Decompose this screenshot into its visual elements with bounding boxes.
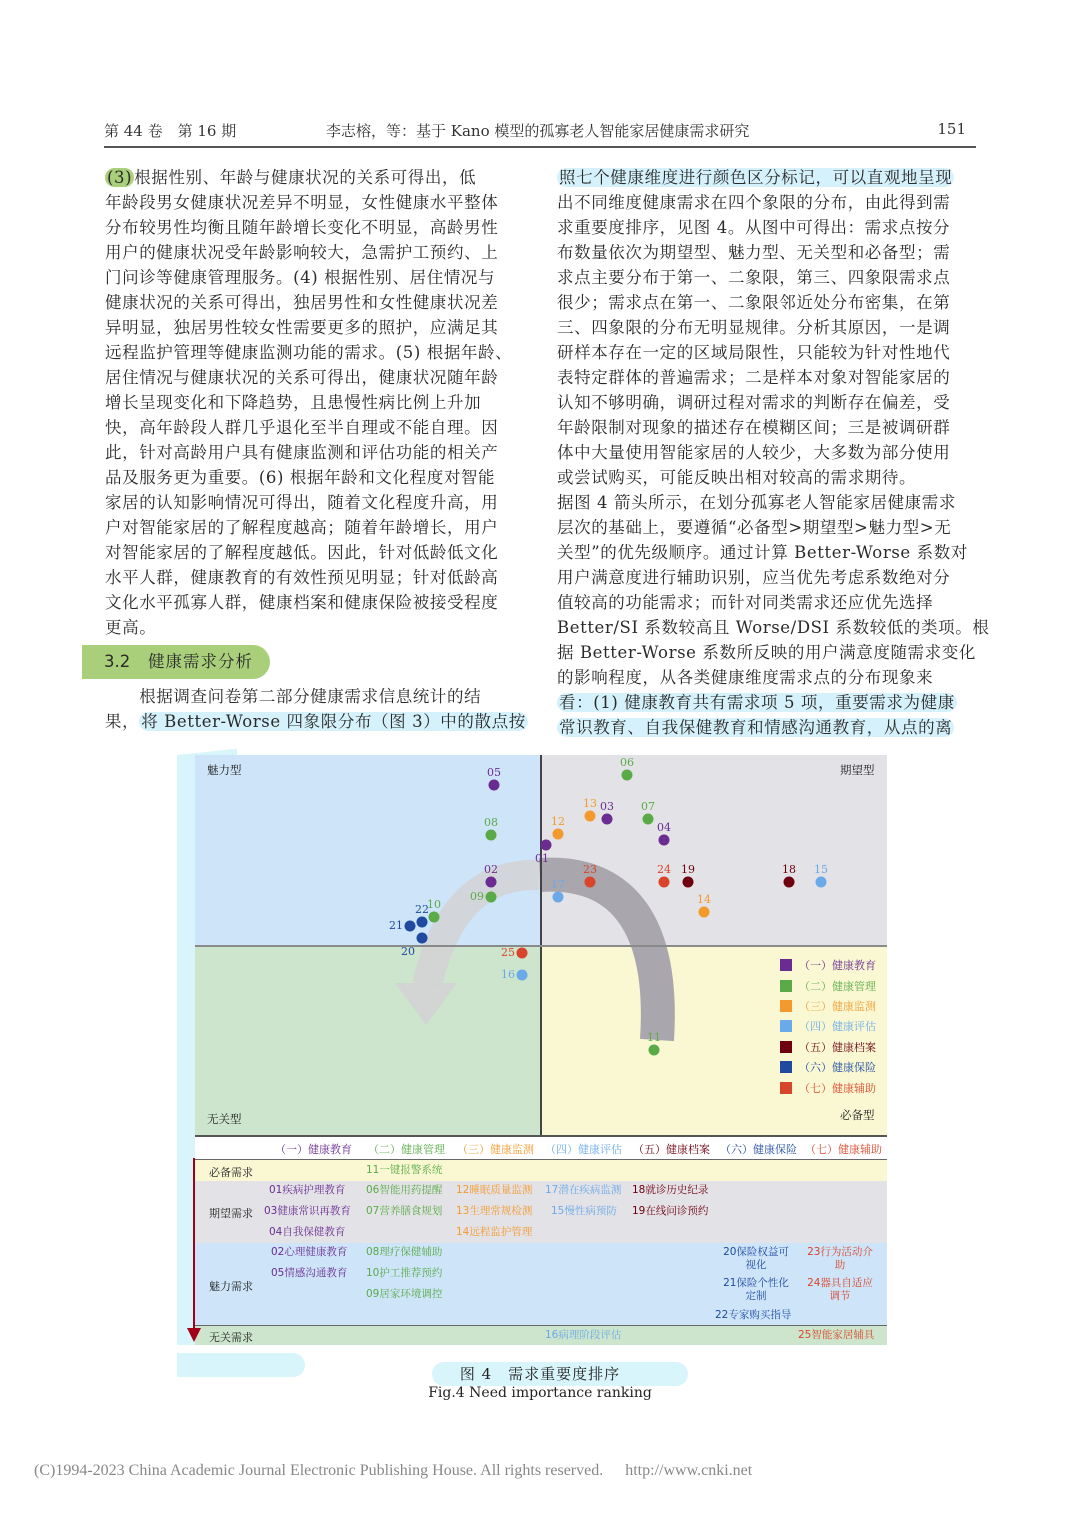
text-line: 水平人群，健康教育的有效性预见明显；针对低龄高 <box>105 568 499 587</box>
text-line: 表特定群体的普遍需求；二是样本对象对智能家居的 <box>557 368 951 387</box>
text-line: 用户的健康状况受年龄影响较大，急需护工预约、上 <box>105 243 499 262</box>
table-cell: 21保险个性化定制 <box>723 1277 789 1302</box>
text-line: 品及服务更为重要。(6) 根据年龄和文化程度对智能 <box>105 468 496 487</box>
text-line: 对智能家居的了解程度越低。因此，针对低龄低文化 <box>105 543 499 562</box>
table-row <box>195 1243 887 1326</box>
data-point-label: 13 <box>583 797 597 810</box>
data-point-label: 11 <box>647 1031 661 1044</box>
text-line: 更高。 <box>105 618 157 637</box>
text-line: 体中大量使用智能家居的人较少，大多数为部分使用 <box>557 443 951 462</box>
col-header: （七）健康辅助 <box>805 1143 882 1156</box>
data-point <box>622 770 633 781</box>
table-cell: 16病理阶段评估 <box>545 1329 622 1341</box>
data-point <box>489 780 500 791</box>
data-point-label: 23 <box>583 863 597 876</box>
legend-item: （四）健康评估 <box>780 1016 890 1036</box>
table-cell: 20保险权益可视化 <box>723 1246 789 1271</box>
legend-item: （一）健康教育 <box>780 955 890 975</box>
data-point-label: 02 <box>484 863 498 876</box>
data-point-label: 01 <box>535 852 549 865</box>
data-point <box>659 877 670 888</box>
data-point-label: 10 <box>427 898 441 911</box>
data-point-label: 08 <box>484 816 498 829</box>
running-title: 李志榕，等：基于 Kano 模型的孤寡老人智能家居健康需求研究 <box>326 122 750 140</box>
table-header <box>195 1137 887 1160</box>
table-row <box>195 1326 887 1345</box>
table-cell: 15慢性病预防 <box>551 1205 617 1217</box>
need-ranking-table <box>195 1137 887 1347</box>
data-point <box>405 921 416 932</box>
table-row <box>195 1160 887 1181</box>
label-attractive: 魅力型 <box>207 763 242 777</box>
data-point <box>541 840 552 851</box>
data-point-label: 06 <box>620 756 634 769</box>
text-line: 值较高的功能需求；而针对同类需求还应优先选择 <box>557 593 934 612</box>
text-line: 户对智能家居的了解程度越高；随着年龄增长，用户 <box>105 518 499 537</box>
text-line: 求重要度排序，见图 4。从图中可得出：需求点按分 <box>557 218 951 237</box>
left-column <box>105 165 520 640</box>
volume-issue: 第 44 卷 第 16 期 <box>104 122 237 140</box>
table-cell: 04自我保健教育 <box>269 1226 346 1238</box>
data-point-label: 12 <box>551 815 565 828</box>
legend-swatch <box>780 1061 792 1073</box>
data-point <box>417 933 428 944</box>
text-line: 健康状况的关系可得出，独居男性和女性健康状况差 <box>105 293 499 312</box>
x-axis <box>195 945 887 947</box>
table-cell: 14远程监护管理 <box>456 1226 533 1238</box>
data-point <box>784 877 795 888</box>
table-cell: 12睡眠质量监测 <box>456 1184 533 1196</box>
legend-item: （二）健康管理 <box>780 975 890 995</box>
data-point <box>649 1045 660 1056</box>
text-line: 常识教育、自我保健教育和情感沟通教育，从点的离 <box>559 718 953 737</box>
text-line: 根据调查问卷第二部分健康需求信息统计的结 <box>105 687 482 706</box>
text-line: 此，针对高龄用户具有健康监测和评估功能的相关产 <box>105 443 499 462</box>
text-line: 出不同维度健康需求在四个象限的分布，由此得到需 <box>557 193 951 212</box>
figure-caption-en: Fig.4 Need importance ranking <box>428 1385 652 1401</box>
text-line: 或尝试购买，可能反映出相对较高的需求期待。 <box>557 468 917 487</box>
data-point-label: 22 <box>415 903 429 916</box>
data-point <box>643 814 654 825</box>
text-line: 照七个健康维度进行颜色区分标记，可以直观地呈现 <box>559 168 953 187</box>
col-header: （四）健康评估 <box>545 1143 622 1156</box>
data-point-label: 19 <box>681 863 695 876</box>
running-head <box>104 118 976 144</box>
data-point-label: 20 <box>401 945 415 958</box>
item-marker: (3) <box>107 168 133 187</box>
data-point-label: 25 <box>501 946 515 959</box>
table-cell: 06智能用药提醒 <box>366 1184 443 1196</box>
data-point-label: 07 <box>641 800 655 813</box>
legend-swatch <box>780 1041 792 1053</box>
data-point-label: 15 <box>814 863 828 876</box>
table-cell: 08理疗保健辅助 <box>366 1246 443 1258</box>
data-point-label: 24 <box>657 863 671 876</box>
data-point <box>517 970 528 981</box>
quadrant-scatter-chart <box>195 755 887 1137</box>
text-line: 三、四象限的分布无明显规律。分析其原因，一是调 <box>557 318 951 337</box>
page-number: 151 <box>937 120 966 138</box>
table-cell: 05情感沟通教育 <box>271 1267 348 1279</box>
text-line: 增长呈现变化和下降趋势，且患慢性病比例上升加 <box>105 393 482 412</box>
text-line: 很少；需求点在第一、二象限邻近处分布密集，在第 <box>557 293 951 312</box>
text-line: 看：(1) 健康教育共有需求项 5 项，重要需求为健康 <box>559 693 955 712</box>
table-cell: 19在线问诊预约 <box>632 1205 709 1217</box>
data-point <box>602 814 613 825</box>
text-line: 家居的认知影响情况可得出，随着文化程度升高，用 <box>105 493 499 512</box>
legend-swatch <box>780 1082 792 1094</box>
header-rule <box>104 146 976 148</box>
text-line: 果， 将 Better-Worse 四象限分布（图 3）中的散点按 <box>105 712 526 731</box>
legend-item: （五）健康档案 <box>780 1037 890 1057</box>
data-point <box>585 811 596 822</box>
footer <box>34 1462 752 1480</box>
text-line: 认知不够明确，调研过程对需求的判断存在偏差，受 <box>557 393 951 412</box>
row-label: 无关需求 <box>209 1331 253 1344</box>
table-cell: 11一键报警系统 <box>366 1164 443 1176</box>
table-row <box>195 1181 887 1243</box>
data-point-label: 04 <box>657 821 671 834</box>
table-cell: 13生理常规检测 <box>456 1205 533 1217</box>
text-line: 据 Better-Worse 系数所反映的用户满意度随需求变化 <box>557 643 976 662</box>
text-line: 文化水平孤寡人群，健康档案和健康保险被接受程度 <box>105 593 499 612</box>
data-point <box>585 877 596 888</box>
text-line: Better/SI 系数较高且 Worse/DSI 系数较低的类项。根 <box>557 618 990 637</box>
text-line: 研样本存在一定的区域局限性，只能较为针对性地代 <box>557 343 951 362</box>
data-point-label: 09 <box>470 890 484 903</box>
data-point-label: 16 <box>501 968 515 981</box>
data-point <box>659 835 670 846</box>
text-line: 快，高年龄段人群几乎退化至半自理或不能自理。因 <box>105 418 499 437</box>
row-label: 必备需求 <box>209 1166 253 1179</box>
arrow-down-icon <box>187 1328 201 1342</box>
col-header: （六）健康保险 <box>720 1143 797 1156</box>
text-line: (3) 根据性别、年龄与健康状况的关系可得出，低 <box>107 168 477 187</box>
section-title: 健康需求分析 <box>148 652 253 671</box>
legend-swatch <box>780 1020 792 1032</box>
row-label: 期望需求 <box>209 1207 253 1220</box>
data-point <box>553 892 564 903</box>
data-point <box>417 917 428 928</box>
col-header: （三）健康监测 <box>457 1143 534 1156</box>
text-line: 异明显，独居男性较女性需要更多的照护，应满足其 <box>105 318 499 337</box>
text-line: 关型”的优先级顺序。通过计算 Better-Worse 系数对 <box>557 543 968 562</box>
text-line: 分布较男性均衡且随年龄增长变化不明显，高龄男性 <box>105 218 499 237</box>
data-point <box>553 829 564 840</box>
text-line: 用户满意度进行辅助识别，应当优先考虑系数绝对分 <box>557 568 951 587</box>
table-cell: 17潜在疾病监测 <box>545 1184 622 1196</box>
table-cell: 24器具自适应调节 <box>807 1277 873 1302</box>
right-column <box>557 165 990 740</box>
legend-item: （三）健康监测 <box>780 996 890 1016</box>
data-point-label: 18 <box>782 863 796 876</box>
legend-swatch <box>780 980 792 992</box>
label-indifferent: 无关型 <box>207 1112 242 1126</box>
label-must-be: 必备型 <box>840 1108 875 1122</box>
data-point <box>683 877 694 888</box>
table-cell: 09居家环境调控 <box>366 1288 443 1300</box>
legend-item: （六）健康保险 <box>780 1057 890 1077</box>
copyright-text: (C)1994-2023 China Academic Journal Electronic Publishing House. All rights reserved. <box>34 1462 604 1479</box>
data-point-label: 05 <box>487 766 501 779</box>
table-cell: 23行为活动介助 <box>807 1246 873 1271</box>
text-line: 年龄限制对现象的描述存在模糊区间；三是被调研群 <box>557 418 951 437</box>
data-point <box>699 907 710 918</box>
text-line: 居住情况与健康状况的关系可得出，健康状况随年龄 <box>105 368 499 387</box>
text-line: 的影响程度，从各类健康维度需求点的分布现象来 <box>557 668 934 687</box>
col-header: （五）健康档案 <box>633 1143 710 1156</box>
left-paragraph-2 <box>105 684 526 734</box>
text-line: 布数量依次为期望型、魅力型、无关型和必备型；需 <box>557 243 951 262</box>
data-point-label: 03 <box>600 800 614 813</box>
data-point <box>486 830 497 841</box>
table-cell: 10护工推荐预约 <box>366 1267 443 1279</box>
footer-link[interactable]: http://www.cnki.net <box>625 1462 753 1479</box>
text-line: 年龄段男女健康状况差异不明显，女性健康水平整体 <box>105 193 499 212</box>
legend-swatch <box>780 959 792 971</box>
text-line: 门问诊等健康管理服务。(4) 根据性别、居住情况与 <box>105 268 496 287</box>
table-cell: 03健康常识再教育 <box>264 1205 351 1217</box>
text-line: 求点主要分布于第一、二象限，第三、四象限需求点 <box>557 268 951 287</box>
data-point <box>517 948 528 959</box>
section-heading <box>82 645 270 679</box>
data-point <box>816 877 827 888</box>
col-header: （一）健康教育 <box>275 1143 352 1156</box>
figure-caption-zh: 图 4 需求重要度排序 <box>459 1365 621 1383</box>
table-cell: 01疾病护理教育 <box>269 1184 346 1196</box>
table-cell: 18就诊历史纪录 <box>632 1184 709 1196</box>
table-cell: 25智能家居辅具 <box>798 1329 875 1341</box>
legend-item: （七）健康辅助 <box>780 1077 890 1097</box>
section-number: 3.2 <box>104 652 131 671</box>
data-point-label: 14 <box>697 893 711 906</box>
table-cell: 07营养膳食规划 <box>366 1205 443 1217</box>
data-point <box>486 877 497 888</box>
data-point-label: 21 <box>389 919 403 932</box>
data-point-label: 17 <box>551 878 565 891</box>
table-cell: 22专家购买指导 <box>715 1309 792 1321</box>
legend-swatch <box>780 1000 792 1012</box>
row-label: 魅力需求 <box>209 1280 253 1293</box>
legend <box>780 955 890 1098</box>
data-point <box>486 892 497 903</box>
label-one-dimensional: 期望型 <box>840 763 875 777</box>
data-point <box>429 912 440 923</box>
col-header: （二）健康管理 <box>368 1143 445 1156</box>
priority-line <box>193 1158 195 1330</box>
table-cell: 02心理健康教育 <box>271 1246 348 1258</box>
text-line: 远程监护管理等健康监测功能的需求。(5) 根据年龄、 <box>105 343 513 362</box>
text-line: 据图 4 箭头所示，在划分孤寡老人智能家居健康需求 <box>557 493 956 512</box>
text-line: 层次的基础上，要遵循“必备型>期望型>魅力型>无 <box>557 518 952 537</box>
